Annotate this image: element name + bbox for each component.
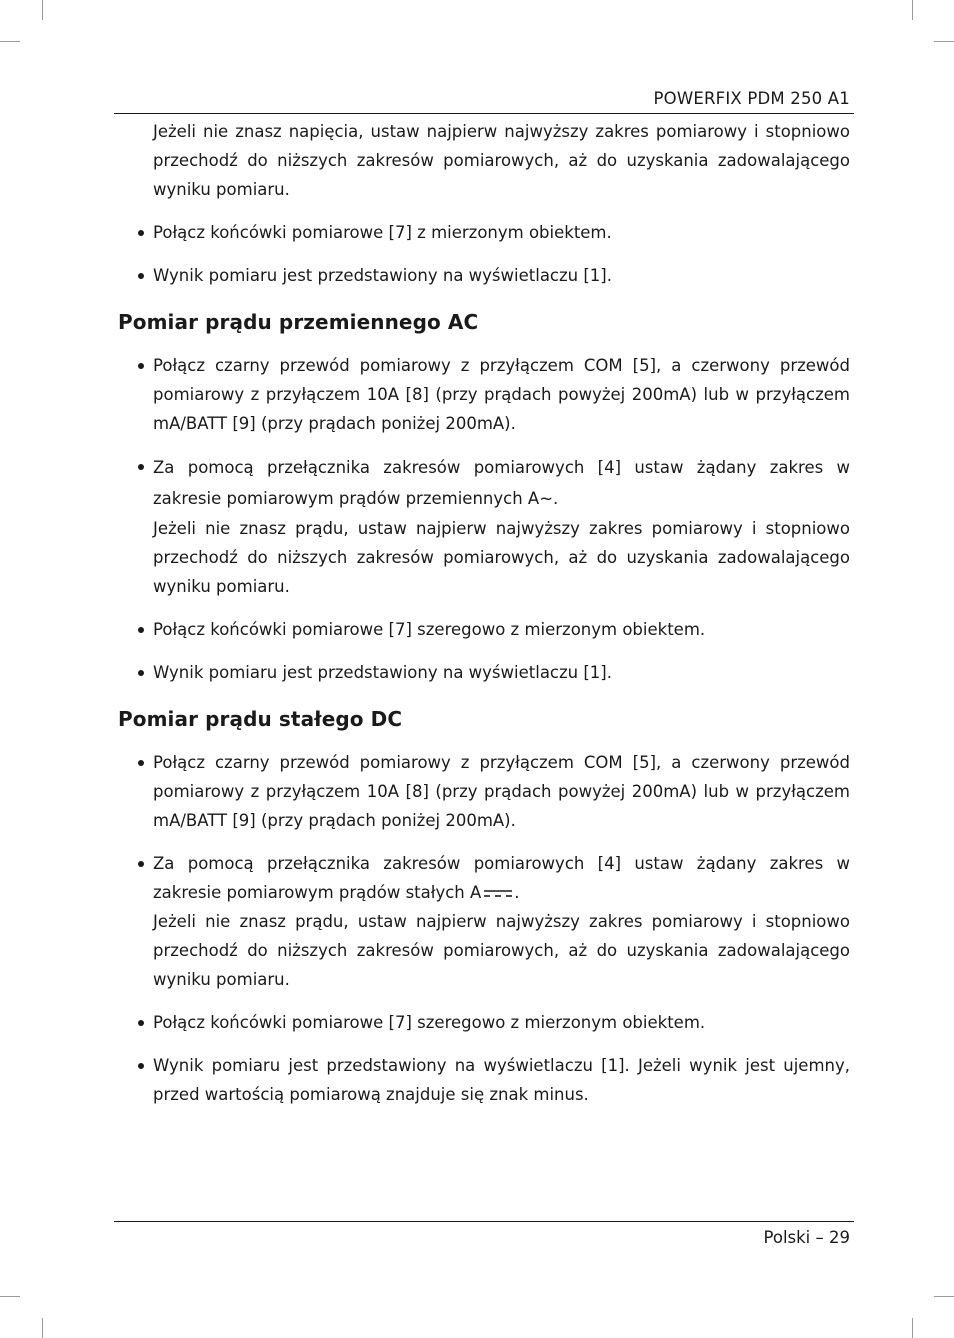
list-item-text: Połącz czarny przewód pomiarowy z przyłączem COM [5], a czerwony przewód pomiarowy z przyłączem 10A [8] (przy prądach powyżej 200mA) lub w przyłączem mA/BATT [9] (przy prądach poniżej 200mA). — [153, 356, 850, 433]
intro-paragraph: Jeżeli nie znasz napięcia, ustaw najpierw najwyższy zakres pomiarowy i stopniowo przechodź do niższych zakresów pomiarowych, aż do uzyskania zadowalającego wyniku pomiaru. — [153, 122, 850, 199]
list-item-text: Za pomocą przełącznika zakresów pomiarowych [4] ustaw żądany zakres w zakresie pomiarowym prądów przemiennych A~. — [153, 458, 850, 508]
list-item — [118, 261, 850, 290]
crop-mark — [912, 0, 913, 20]
list-item — [118, 615, 850, 644]
page-content — [118, 117, 850, 1123]
list-item-text — [153, 849, 850, 907]
list-item-text: Połącz końcówki pomiarowe [7] szeregowo z mierzonym obiektem. — [153, 620, 706, 639]
crop-mark — [0, 1296, 20, 1297]
bullet-icon — [138, 627, 144, 633]
list-item — [118, 1008, 850, 1037]
list-item-text: Wynik pomiaru jest przedstawiony na wyświetlaczu [1]. Jeżeli wynik jest ujemny, przed wartością pomiarową znajduje się znak minus. — [153, 1056, 850, 1104]
list-item-text: Wynik pomiaru jest przedstawiony na wyświetlaczu [1]. — [153, 663, 612, 682]
page-number: Polski – 29 — [763, 1228, 850, 1247]
section-heading-ac: Pomiar prądu przemiennego AC — [118, 310, 479, 334]
section-heading-dc: Pomiar prądu stałego DC — [118, 707, 403, 731]
bullet-icon — [138, 1020, 144, 1026]
bullet-icon — [138, 363, 144, 369]
list-item — [118, 658, 850, 687]
crop-mark — [912, 1318, 913, 1338]
bullet-icon — [138, 861, 144, 867]
footer-rule — [114, 1221, 854, 1222]
list-item — [118, 351, 850, 438]
dc-text-end: . — [514, 883, 520, 902]
crop-mark — [42, 1318, 43, 1338]
list-item — [118, 1051, 850, 1109]
list-item-text: Jeżeli nie znasz prądu, ustaw najpierw najwyższy zakres pomiarowy i stopniowo przechodź do niższych zakresów pomiarowych, aż do uzyskania zadowalającego wyniku pomiaru. — [153, 519, 850, 596]
list-item — [118, 849, 850, 994]
list-item-text: Wynik pomiaru jest przedstawiony na wyświetlaczu [1]. — [153, 266, 612, 285]
list-item-text: Połącz końcówki pomiarowe [7] szeregowo z mierzonym obiektem. — [153, 1013, 706, 1032]
list-item — [118, 218, 850, 247]
bullet-icon — [138, 464, 144, 470]
crop-mark — [0, 41, 20, 42]
page-header: POWERFIX PDM 250 A1 — [653, 89, 850, 108]
bullet-icon — [138, 230, 144, 236]
bullet-icon — [138, 670, 144, 676]
header-rule — [114, 113, 854, 114]
bullet-icon — [138, 273, 144, 279]
list-item — [118, 452, 850, 601]
dc-text-part: Za pomocą przełącznika zakresów pomiarowych [4] ustaw żądany zakres w zakresie pomiarowym prądów stałych A — [153, 854, 850, 902]
crop-mark — [934, 1296, 954, 1297]
list-item-text: Jeżeli nie znasz prądu, ustaw najpierw najwyższy zakres pomiarowy i stopniowo przechodź do niższych zakresów pomiarowych, aż do uzyskania zadowalającego wyniku pomiaru. — [153, 912, 850, 989]
crop-mark — [934, 41, 954, 42]
crop-mark — [42, 0, 43, 20]
bullet-icon — [138, 760, 144, 766]
list-item-text: Połącz czarny przewód pomiarowy z przyłączem COM [5], a czerwony przewód pomiarowy z przyłączem 10A [8] (przy prądach powyżej 200mA) lub w przyłączem mA/BATT [9] (przy prądach poniżej 200mA). — [153, 753, 850, 830]
list-item-text: Połącz końcówki pomiarowe [7] z mierzonym obiektem. — [153, 223, 612, 242]
list-item — [118, 748, 850, 835]
bullet-icon — [138, 1063, 144, 1069]
dc-current-icon — [483, 889, 513, 899]
